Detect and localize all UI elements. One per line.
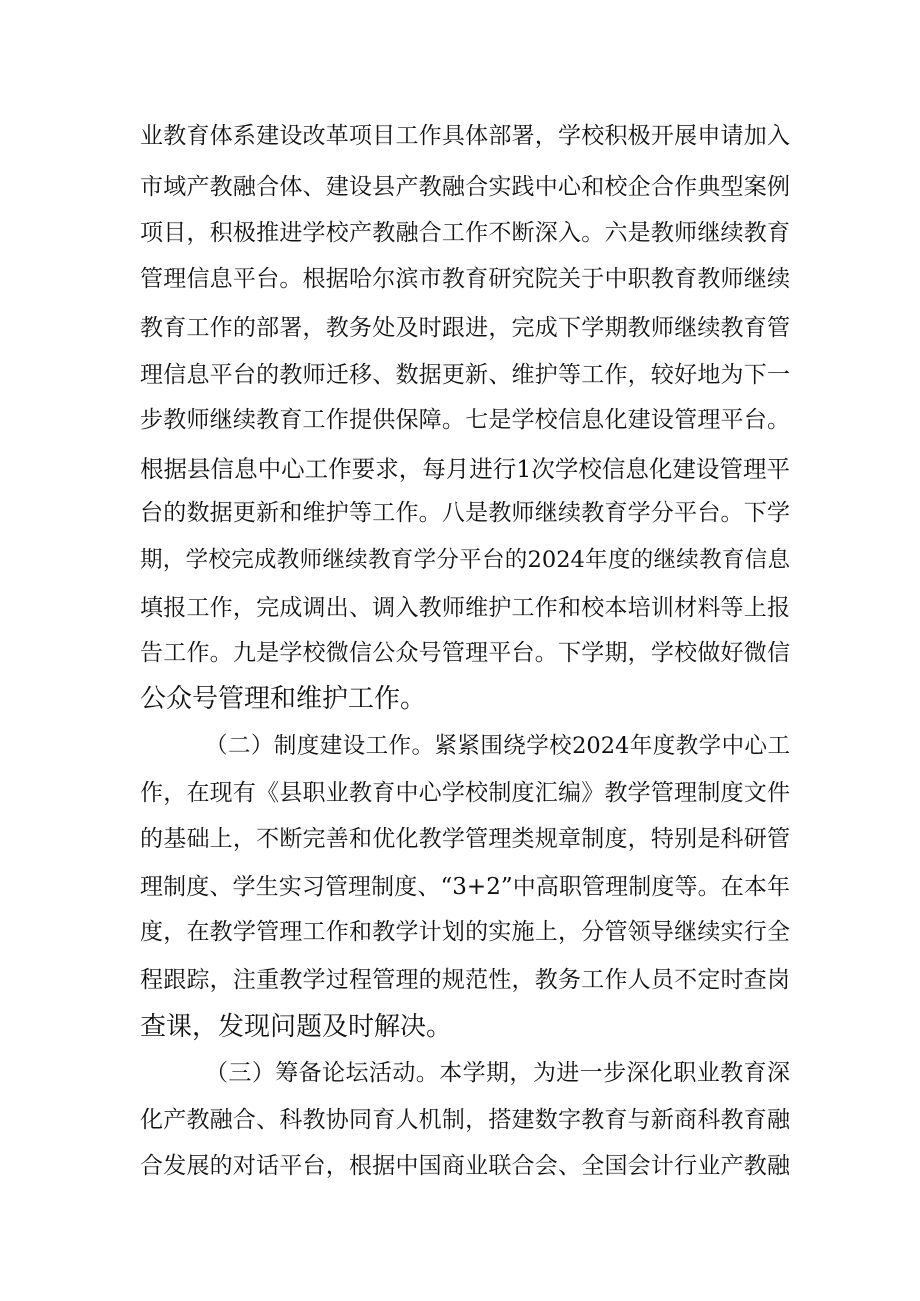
section-heading-line: （二）制度建设工作。紧紧围绕学校2024年度教学中心工 bbox=[205, 733, 790, 759]
text-line: 市域产教融合体、建设县产教融合实践中心和校企合作典型案例 bbox=[140, 174, 790, 200]
text-line: 查课，发现问题及时解决。 bbox=[140, 1012, 453, 1042]
text-line: 教育工作的部署，教务处及时跟进，完成下学期教师继续教育管 bbox=[140, 315, 790, 341]
text-line: 程跟踪，注重教学过程管理的规范性，教务工作人员不定时查岗 bbox=[140, 967, 790, 993]
text-line: 填报工作，完成调出、调入教师维护工作和校本培训材料等上报 bbox=[140, 595, 790, 621]
text-line: 化产教融合、科教协同育人机制，搭建数字教育与新商科教育融 bbox=[140, 1107, 790, 1133]
text-line: 台的数据更新和维护等工作。八是教师继续教育学分平台。下学 bbox=[140, 500, 790, 526]
section-heading-line: （三）筹备论坛活动。本学期，为进一步深化职业教育深 bbox=[205, 1060, 790, 1086]
text-line: 告工作。九是学校微信公众号管理平台。下学期，学校做好微信 bbox=[140, 640, 790, 666]
text-line: 度，在教学管理工作和教学计划的实施上，分管领导继续实行全 bbox=[140, 919, 790, 945]
text-line: 根据县信息中心工作要求，每月进行1次学校信息化建设管理平 bbox=[140, 455, 790, 483]
text-line: 理信息平台的教师迁移、数据更新、维护等工作，较好地为下一 bbox=[140, 362, 790, 388]
text-line: 合发展的对话平台，根据中国商业联合会、全国会计行业产教融 bbox=[140, 1153, 790, 1179]
text-line: 的基础上，不断完善和优化教学管理类规章制度，特别是科研管 bbox=[140, 826, 790, 852]
text-line: 管理信息平台。根据哈尔滨市教育研究院关于中职教育教师继续 bbox=[140, 266, 790, 292]
text-line: 公众号管理和维护工作。 bbox=[140, 684, 427, 714]
text-line: 理制度、学生实习管理制度、“3+2”中高职管理制度等。在本年 bbox=[140, 874, 790, 900]
text-line: 业教育体系建设改革项目工作具体部署，学校积极开展申请加入 bbox=[140, 123, 790, 149]
text-line: 步教师继续教育工作提供保障。七是学校信息化建设管理平台。 bbox=[140, 407, 790, 433]
text-line: 作，在现有《县职业教育中心学校制度汇编》教学管理制度文件 bbox=[140, 780, 790, 806]
text-line: 期，学校完成教师继续教育学分平台的2024年度的继续教育信息 bbox=[140, 547, 790, 573]
text-line: 项目，积极推进学校产教融合工作不断深入。六是教师继续教育 bbox=[140, 220, 790, 246]
